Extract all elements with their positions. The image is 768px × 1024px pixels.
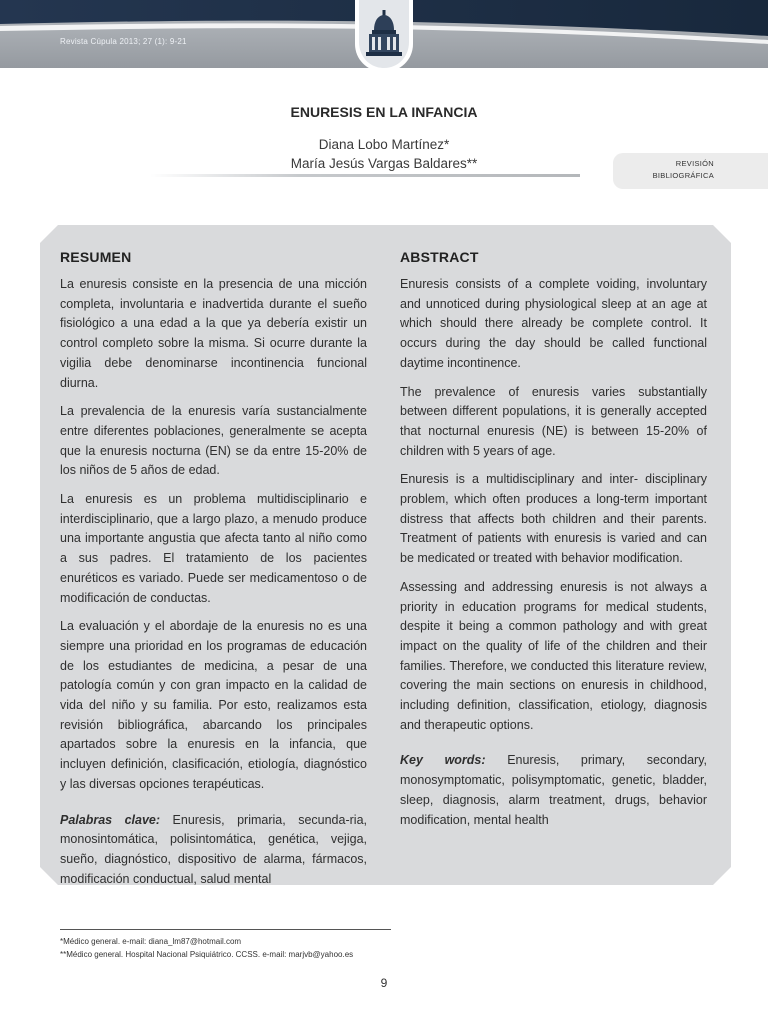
keywords-label: Palabras clave: — [60, 812, 161, 827]
section-tag-line: BIBLIOGRÁFICA — [652, 171, 714, 180]
journal-reference: Revista Cúpula 2013; 27 (1): 9-21 — [60, 37, 187, 46]
abstract-column — [400, 249, 707, 839]
abstract-paragraph: Assessing and addressing enuresis is not always a priority in education programs for medical students, despite it being a common pathology and with great impact on the quality of life of the children and their families. Therefore, we conducted this literature review, covering the main sections on enuresis in childhood, including definition, classification, etiology, diagnosis and therapeutic options. — [400, 579, 707, 732]
page-number: 9 — [380, 976, 388, 990]
resumen-keywords — [60, 811, 367, 890]
resumen-column — [60, 249, 367, 898]
article-title: ENURESIS EN LA INFANCIA — [290, 104, 478, 120]
resumen-heading: RESUMEN — [60, 249, 132, 265]
resumen-paragraph: La enuresis es un problema multidisciplinario e interdisciplinario, que a largo plazo, a menudo produce una importante angustia que afecta tanto al niño como a sus padres. El tratamiento de los pacientes enuréticos es variado. Puede ser medicamentoso o de modificación de conductas. — [60, 492, 367, 605]
abstract-heading: ABSTRACT — [400, 249, 479, 265]
abstract-paragraph: Enuresis is a multidisciplinary and inter- disciplinary problem, which often produces a long-term important distress that affects both children and their parents. Treatment of patients with enuresis is varied and can be medicated or treated with behavior modification. — [400, 472, 707, 566]
keywords-text: Enuresis, primary, secondary, monosymptomatic, polisymptomatic, genetic, bladder, sleep, diagnosis, alarm treatment, drugs, behavior modification, mental health — [400, 753, 707, 827]
header-band — [0, 0, 768, 80]
resumen-paragraph: La evaluación y el abordaje de la enuresis no es una siempre una prioridad en los programas de educación de los estudiantes de medicina, a pesar de una patología común y con gran impacto en la calidad de vida del niño y su familia. Por esto, realizamos esta revisión bibliográfica, abarcando los principales apartados sobre la enuresis en la infancia, que incluyen definición, clasificación, etiología, diagnóstico y las diversas opciones terapéuticas. — [60, 619, 367, 791]
author-name: María Jesús Vargas Baldares** — [290, 156, 478, 171]
section-tag-line: REVISIÓN — [675, 159, 714, 168]
keywords-label: Key words: — [400, 753, 486, 768]
footnotes — [60, 935, 580, 961]
footnote: **Médico general. Hospital Nacional Psiquiátrico. CCSS. e-mail: marjvb@yahoo.es — [60, 950, 354, 959]
abstract-paragraph: The prevalence of enuresis varies substantially between different populations, it is generally accepted that nocturnal enuresis (NE) is between 15-20% of children with 5 years of age. — [400, 384, 707, 458]
section-tag — [613, 153, 768, 189]
resumen-paragraph: La prevalencia de la enuresis varía sustancialmente entre diferentes poblaciones, generalmente se acepta que la enuresis nocturna (EN) se da entre 15-20% de los niños de 5 años de edad. — [60, 404, 367, 478]
footnote: *Médico general. e-mail: diana_lm87@hotmail.com — [60, 937, 242, 946]
keywords-text: Enuresis, primaria, secunda-ria, monosintomática, polisintomática, genética, vejiga, sueño, diagnóstico, dispositivo de alarma, fármacos, modificación conductual, salud mental — [60, 812, 367, 886]
cathedral-dome-icon — [355, 0, 413, 74]
title-divider — [150, 174, 580, 177]
author-name: Diana Lobo Martínez* — [318, 137, 450, 152]
footnote-divider — [60, 929, 391, 930]
resumen-paragraph: La enuresis consiste en la presencia de una micción completa, involuntaria e inadvertida durante el sueño fisiológico a una edad a la que ya debería existir un control completo sobre la misma. Si ocurre durante la vigilia debe denominarse incontinencia funcional diurna. — [60, 277, 367, 390]
abstract-paragraph: Enuresis consists of a complete voiding, involuntary and unnoticed during physiological sleep at an age at which should there already be complete control. It occurs during the day should be called functional daytime incontinence. — [400, 277, 707, 370]
abstract-keywords — [400, 751, 707, 830]
